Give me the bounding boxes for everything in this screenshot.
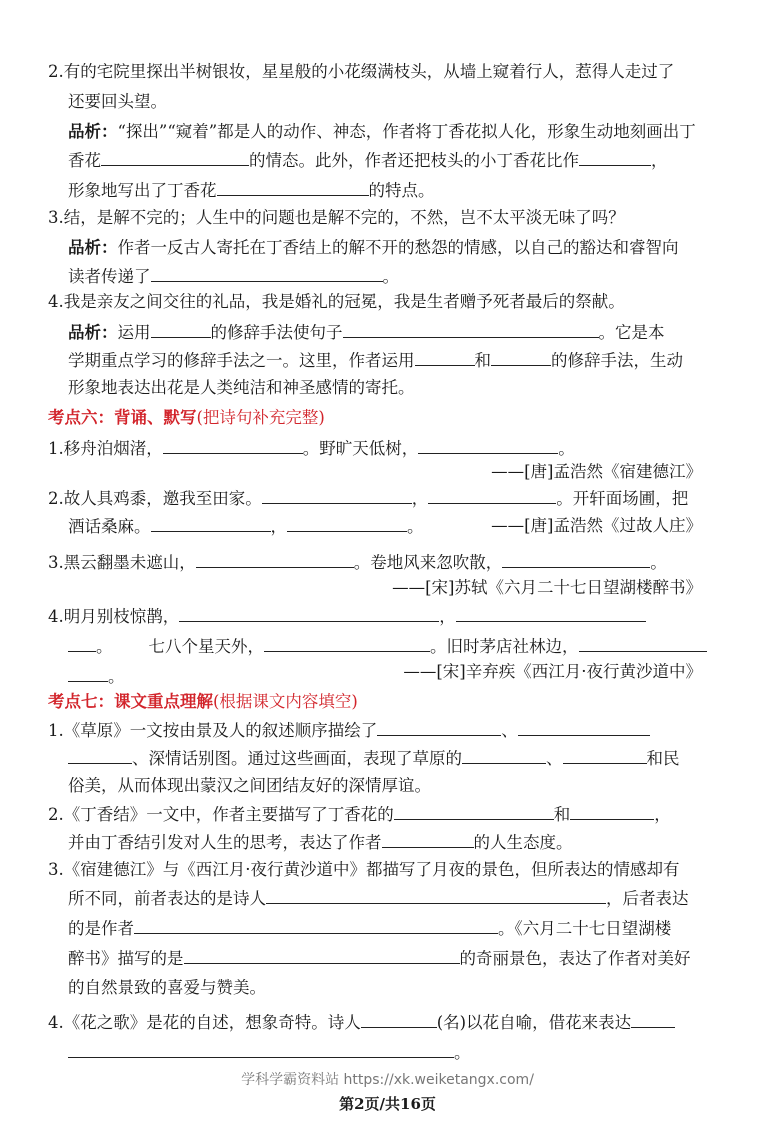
s7q3-blank-3[interactable]: [184, 946, 460, 964]
s7q4-line1: [48, 1010, 675, 1035]
poem-text: ，: [270, 517, 287, 536]
s7q4-text: 。: [454, 1043, 471, 1062]
poem-text: 。野旷天低树，: [302, 439, 419, 458]
analysis-label: 品析：: [68, 122, 118, 141]
q2-text: 的特点。: [368, 181, 435, 200]
poem3-source: ——[宋]苏轼《六月二十七日望湖楼醉书》: [392, 578, 702, 597]
poem2-line1: [48, 486, 688, 511]
s7q3-text: ，后者表达: [606, 889, 689, 908]
q3-text: 。: [382, 267, 399, 286]
q4-blank-2[interactable]: [343, 320, 599, 338]
section7-note: (根据课文内容填空): [213, 692, 358, 711]
poem-text: 2.故人具鸡黍，邀我至田家。: [48, 489, 262, 508]
poem4-blank-3[interactable]: [264, 634, 430, 652]
s7q2-text: 并由丁香结引发对人生的思考，表达了作者: [68, 833, 382, 852]
s7q1-blank-4[interactable]: [563, 746, 647, 764]
poem4-source: ——[宋]辛弃疾《西江月·夜行黄沙道中》: [403, 662, 702, 681]
s7q2-text: 2.《丁香结》一文中，作者主要描写了丁香花的: [48, 805, 394, 824]
poem-text: 。旧时茅店社林边，: [430, 637, 579, 656]
s7q1-blank-3[interactable]: [462, 746, 546, 764]
q4-text: 运用: [117, 323, 151, 342]
poem-text: 4.明月别枝惊鹊，: [48, 607, 180, 626]
q4-analysis-line3: 形象地表达出花是人类纯洁和神圣感情的寄托。: [68, 378, 415, 397]
poem-text: 。: [96, 637, 113, 656]
q2-sentence-line2: 还要回头望。: [68, 92, 167, 111]
q4-text: 和: [474, 351, 491, 370]
q3-blank-1[interactable]: [151, 264, 383, 282]
q2-blank-2[interactable]: [579, 148, 651, 166]
s7q3-line5: 的自然景致的喜爱与赞美。: [68, 978, 266, 997]
s7q4-blank-2b[interactable]: [68, 1040, 454, 1058]
q2-analysis-line3: [68, 178, 435, 203]
s7q2-line2: [68, 830, 573, 855]
s7q1-blank-2[interactable]: [518, 718, 650, 736]
q3-sentence: 3.结，是解不完的；人生中的问题也是解不完的，不然，岂不太平淡无味了吗？: [48, 208, 625, 227]
poem-text: 1.移舟泊烟渚，: [48, 439, 163, 458]
section7-heading: [48, 690, 358, 714]
s7q4-blank-1[interactable]: [361, 1010, 437, 1028]
q2-text: ，: [651, 151, 668, 170]
poem3-line: [48, 550, 667, 575]
poem2-source: ——[唐]孟浩然《过故人庄》: [491, 516, 702, 535]
q3-text: 读者传递了: [68, 267, 151, 286]
page-number: 第2页/共16页: [339, 1095, 436, 1113]
poem-text: 。: [558, 439, 575, 458]
s7q4-line2: [68, 1040, 471, 1065]
poem-text: 。卷地风来忽吹散，: [353, 553, 503, 572]
s7q1-text: 、: [546, 749, 563, 768]
q4-analysis-line1: [68, 320, 665, 345]
s7q4-text: 4.《花之歌》是花的自述，想象奇特。诗人: [48, 1013, 361, 1032]
q4-text: 的修辞手法，生动: [551, 351, 683, 370]
s7q1-blank-2b[interactable]: [68, 746, 132, 764]
s7q3-line2: [68, 886, 689, 911]
poem2-blank-2[interactable]: [428, 486, 556, 504]
analysis-label: 品析：: [68, 238, 118, 257]
poem2-blank-1[interactable]: [262, 486, 412, 504]
poem-text: 。开轩面场圃，把: [556, 489, 689, 508]
s7q3-text: 醉书》描写的是: [68, 949, 184, 968]
s7q3-line1: 3.《宿建德江》与《西江月·夜行黄沙道中》都描写了月夜的景色，但所表达的情感却有: [48, 860, 680, 879]
s7q3-text: 。《六月二十七日望湖楼: [498, 919, 672, 938]
q4-blank-4[interactable]: [491, 348, 551, 366]
q4-text: 的修辞手法使句子: [210, 323, 343, 342]
section6-title: 考点六：背诵、默写: [48, 408, 197, 427]
q2-blank-1[interactable]: [101, 148, 249, 166]
poem3-blank-1[interactable]: [196, 550, 354, 568]
poem4-blank-1[interactable]: [179, 604, 439, 622]
section7-title: 考点七：课文重点理解: [48, 692, 213, 711]
s7q2-text: 的人生态度。: [473, 833, 573, 852]
poem4-line2: [68, 634, 707, 659]
s7q3-blank-2[interactable]: [134, 916, 498, 934]
poem-text: 。: [650, 553, 667, 572]
poem-text: 酒话桑麻。: [68, 517, 151, 536]
s7q1-line2: [68, 746, 680, 771]
q2-text: 的情态。此外，作者还把枝头的小丁香花比作: [249, 151, 579, 170]
q3-analysis-line1: [68, 236, 679, 260]
s7q4-blank-2[interactable]: [631, 1010, 675, 1028]
q2-analysis-line1: [68, 120, 696, 144]
section6-note: (把诗句补充完整): [196, 408, 325, 427]
poem-text: ，: [411, 489, 429, 508]
q2-text: 形象地写出了丁香花: [68, 181, 217, 200]
s7q3-blank-1[interactable]: [266, 886, 606, 904]
poem4-line1: [48, 604, 646, 629]
q2-sentence-line1: 2.有的宅院里探出半树银妆，星星般的小花缀满枝头，从墙上窥着行人，惹得人走过了: [48, 62, 675, 81]
s7q3-text: 的是作者: [68, 919, 134, 938]
s7q1-line3: 俗美，从而体现出蒙汉之间团结友好的深情厚谊。: [68, 776, 431, 795]
poem1-blank-2[interactable]: [418, 436, 558, 454]
poem4-blank-2b[interactable]: [68, 634, 96, 652]
s7q2-text: 和: [553, 805, 571, 824]
s7q3-text: 所不同，前者表达的是诗人: [68, 889, 266, 908]
q2-analysis-text: “探出”“窥着”都是人的动作、神态，作者将丁香花拟人化，形象生动地刻画出丁: [117, 122, 696, 141]
poem4-blank-2[interactable]: [456, 604, 646, 622]
s7q4-text: (名)以花自喻，借花来表达: [436, 1013, 632, 1032]
poem-text: 。: [108, 667, 125, 686]
q2-analysis-line2: [68, 148, 668, 173]
s7q2-blank-1[interactable]: [394, 802, 554, 820]
q3-analysis-line2: [68, 264, 399, 289]
q4-blank-3[interactable]: [415, 348, 475, 366]
s7q2-blank-2[interactable]: [570, 802, 654, 820]
s7q2-text: ，: [654, 805, 671, 824]
poem1-source: ——[唐]孟浩然《宿建德江》: [491, 462, 702, 481]
s7q3-text: 的奇丽景色，表达了作者对美好: [459, 949, 691, 968]
s7q1-text: 、: [501, 721, 518, 740]
poem1-blank-1[interactable]: [163, 436, 303, 454]
poem4-blank-4[interactable]: [579, 634, 707, 652]
s7q1-text: 、深情话别图。通过这些画面，表现了草原的: [132, 749, 462, 768]
q4-text: 。它是本: [598, 323, 665, 342]
poem-text: 七八个星天外，: [148, 637, 264, 656]
q4-analysis-line2: [68, 348, 683, 373]
s7q2-line1: [48, 802, 671, 827]
s7q1-text: 1.《草原》一文按由景及人的叙述顺序描绘了: [48, 721, 378, 740]
q4-sentence: 4.我是亲友之间交往的礼品，我是婚礼的冠冕，我是生者赠予死者最后的祭献。: [48, 292, 625, 311]
poem1-line: [48, 436, 575, 461]
s7q1-line1: [48, 718, 650, 743]
q4-text: 学期重点学习的修辞手法之一。这里，作者运用: [68, 351, 415, 370]
s7q3-line3: [68, 916, 671, 941]
s7q2-blank-3[interactable]: [382, 830, 474, 848]
s7q3-line4: [68, 946, 691, 971]
s7q1-blank-1[interactable]: [377, 718, 501, 736]
poem-text: 3.黑云翻墨未遮山，: [48, 553, 196, 572]
watermark: 学科学霸资料站 https://xk.weiketangx.com/: [241, 1072, 534, 1088]
q4-blank-1[interactable]: [151, 320, 211, 338]
poem3-blank-2[interactable]: [502, 550, 650, 568]
poem-text: ，: [439, 607, 456, 626]
q3-analysis-text: 作者一反古人寄托在丁香结上的解不开的愁怨的情感，以自己的豁达和睿智向: [117, 238, 679, 257]
q2-text: 香花: [68, 151, 101, 170]
section6-heading: [48, 406, 325, 430]
poem-text: 。: [407, 517, 424, 536]
analysis-label: 品析：: [68, 323, 118, 342]
q2-blank-3[interactable]: [217, 178, 369, 196]
s7q1-text: 和民: [646, 749, 680, 768]
